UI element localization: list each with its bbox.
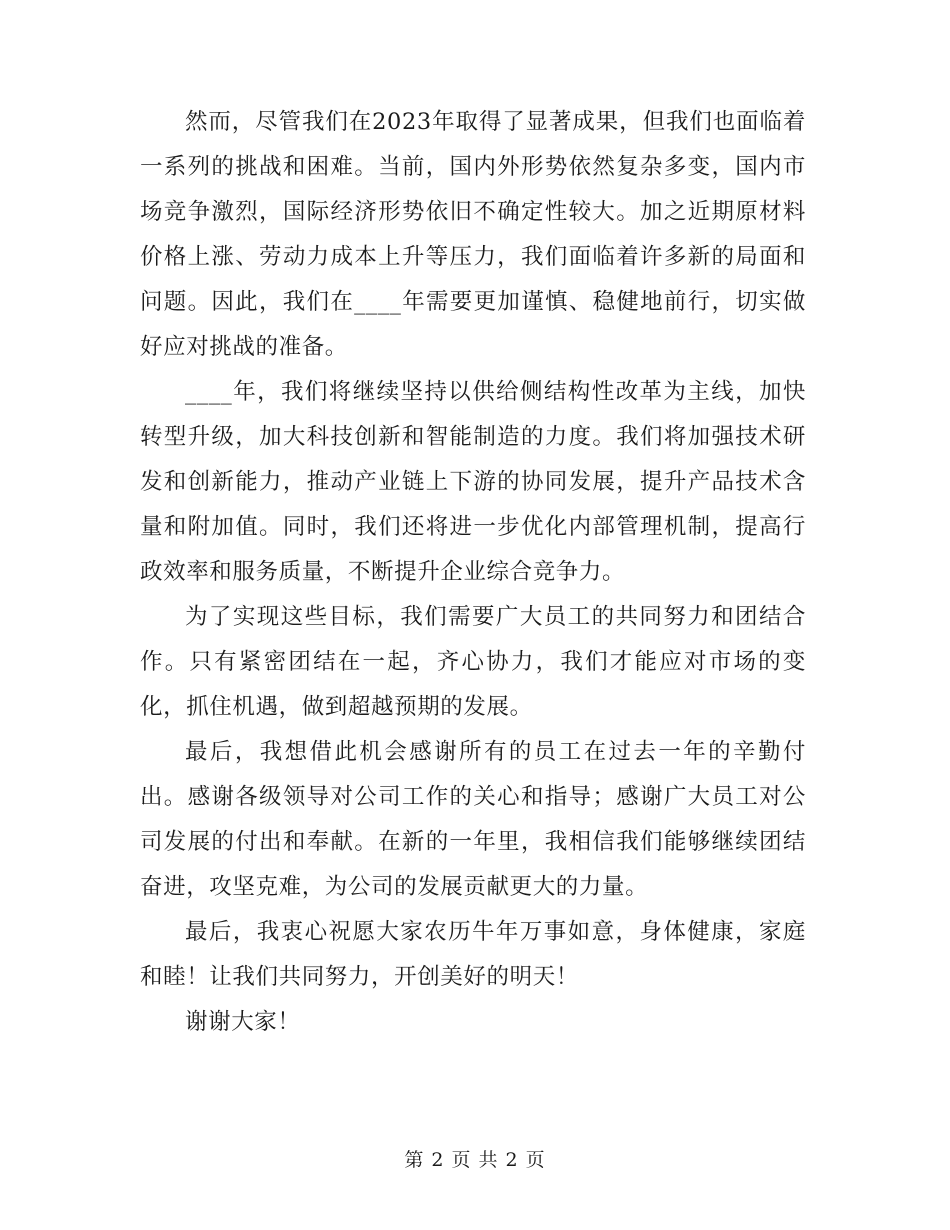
- paragraph-thanks: 最后，我想借此机会感谢所有的员工在过去一年的辛勤付出。感谢各级领导对公司工作的关心和指导；感谢广大员工对公司发展的付出和奉献。在新的一年里，我相信我们能够继续团结奋进，攻坚克难，为公司的发展贡献更大的力量。: [140, 739, 806, 900]
- page-footer: [0, 1146, 950, 1174]
- document-body: [140, 100, 806, 1045]
- paragraph-wishes: 最后，我衷心祝愿大家农历牛年万事如意，身体健康，家庭和睦！让我们共同努力，开创美好的明天！: [140, 919, 806, 990]
- page-number: 第 2 页 共 2 页: [404, 1149, 546, 1171]
- paragraph-plans: ____年，我们将继续坚持以供给侧结构性改革为主线，加快转型升级，加大科技创新和智能制造的力度。我们将加强技术研发和创新能力，推动产业链上下游的协同发展，提升产品技术含量和附加值。同时，我们还将进一步优化内部管理机制，提高行政效率和服务质量，不断提升企业综合竞争力。: [140, 379, 806, 585]
- paragraph-challenges: 然而，尽管我们在2023年取得了显著成果，但我们也面临着一系列的挑战和困难。当前，国内外形势依然复杂多变，国内市场竞争激烈，国际经济形势依旧不确定性较大。加之近期原材料价格上涨、劳动力成本上升等压力，我们面临着许多新的局面和问题。因此，我们在____年需要更加谨慎、稳健地前行，切实做好应对挑战的准备。: [140, 109, 806, 360]
- paragraph-closing: 谢谢大家！: [185, 1009, 301, 1035]
- paragraph-goals: 为了实现这些目标，我们需要广大员工的共同努力和团结合作。只有紧密团结在一起，齐心协力，我们才能应对市场的变化，抓住机遇，做到超越预期的发展。: [140, 604, 806, 720]
